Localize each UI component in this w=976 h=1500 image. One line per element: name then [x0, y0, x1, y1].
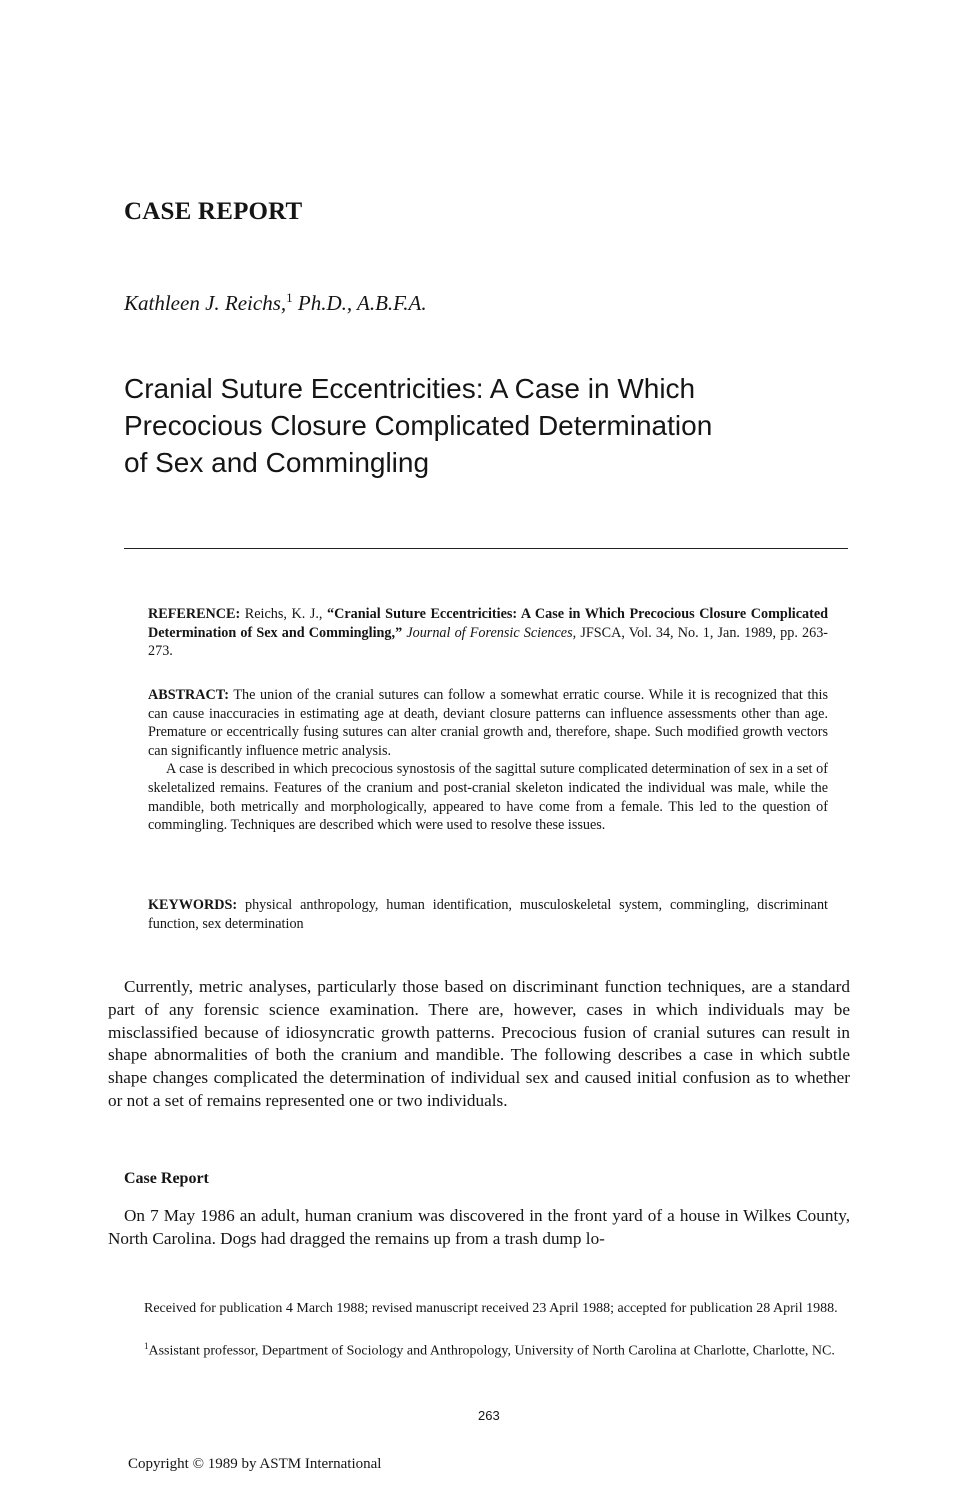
footnote-received: Received for publication 4 March 1988; revised manuscript received 23 April 1988; accepted for publication 28 April 1988. [144, 1301, 838, 1316]
page-number: 263 [478, 1408, 500, 1423]
footnote-affiliation-text: Assistant professor, Department of Sociology and Anthropology, University of North Carolina at Charlotte, Charlotte, NC. [148, 1343, 835, 1359]
footnote-affiliation [124, 1337, 850, 1361]
title-line: of Sex and Commingling [124, 447, 430, 478]
abstract-block [148, 686, 828, 835]
footnote-marker: 1 [144, 1341, 149, 1351]
reference-journal: Journal of Forensic Sciences, [406, 624, 577, 641]
author-name: Kathleen J. Reichs, [124, 291, 287, 315]
reference-label: REFERENCE: [148, 606, 241, 622]
section-heading: CASE REPORT [124, 198, 303, 225]
title-line: Cranial Suture Eccentricities: A Case in Which [124, 373, 696, 404]
keywords-text: physical anthropology, human identification, musculoskeletal system, commingling, discriminant function, sex determination [148, 897, 828, 932]
reference-article-title: “Cranial Suture Eccentricities: A Case in Which Precocious Closure Complicated Determination of Sex and Commingling,” [148, 606, 829, 641]
abstract-label: ABSTRACT: [148, 687, 229, 703]
author-degrees: Ph.D., A.B.F.A. [297, 291, 427, 315]
copyright-notice: Copyright © 1989 by ASTM International [128, 1456, 382, 1472]
reference-details: JFSCA, Vol. 34, No. 1, Jan. 1989, pp. 263-273. [148, 624, 829, 660]
keywords-label: KEYWORDS: [148, 897, 238, 913]
reference-block [148, 605, 828, 661]
abstract-paragraph [148, 686, 828, 760]
keywords-block [148, 896, 828, 933]
abstract-text-2: A case is described in which precocious synostosis of the sagittal suture complicated determination of sex in a set of skeletalized remains. Features of the cranium and post-cranial skeleton indicated the individual was male, while the mandible, both metrically and morphologically, appeared to have come from a female. This led to the question of commingling. Techniques are described which were used to resolve these issues. [148, 761, 828, 834]
abstract-text-1: The union of the cranial sutures can follow a somewhat erratic course. While it is recognized that this can cause inaccuracies in estimating age at death, deviant closure patterns can influence assessments other than age. Premature or eccentrically fusing sutures can alter cranial growth and, therefore, shape. Such modified growth vectors can significantly influence metric analysis. [148, 687, 828, 759]
title-divider [124, 548, 848, 549]
article-title [124, 370, 864, 481]
author-line [124, 290, 427, 316]
reference-authors: Reichs, K. J., [244, 606, 328, 622]
body-paragraph-case: On 7 May 1986 an adult, human cranium was discovered in the front yard of a house in Wilkes County, North Carolina. Dogs had dragged the remains up from a trash dump lo- [108, 1206, 850, 1248]
author-footnote-marker: 1 [286, 290, 293, 305]
title-line: Precocious Closure Complicated Determination [124, 410, 713, 441]
body-paragraph-intro: Currently, metric analyses, particularly those based on discriminant function techniques, are a standard part of any forensic science examination. There are, however, cases in which individuals may be misclassified because of idiosyncratic growth patterns. Precocious fusion of cranial sutures can result in shape abnormalities of both the cranium and mandible. The following describes a case in which subtle shape changes complicated the determination of individual sex and caused initial confusion as to whether or not a set of remains represented one or two individuals. [108, 977, 850, 1110]
case-report-heading: Case Report [124, 1170, 209, 1187]
